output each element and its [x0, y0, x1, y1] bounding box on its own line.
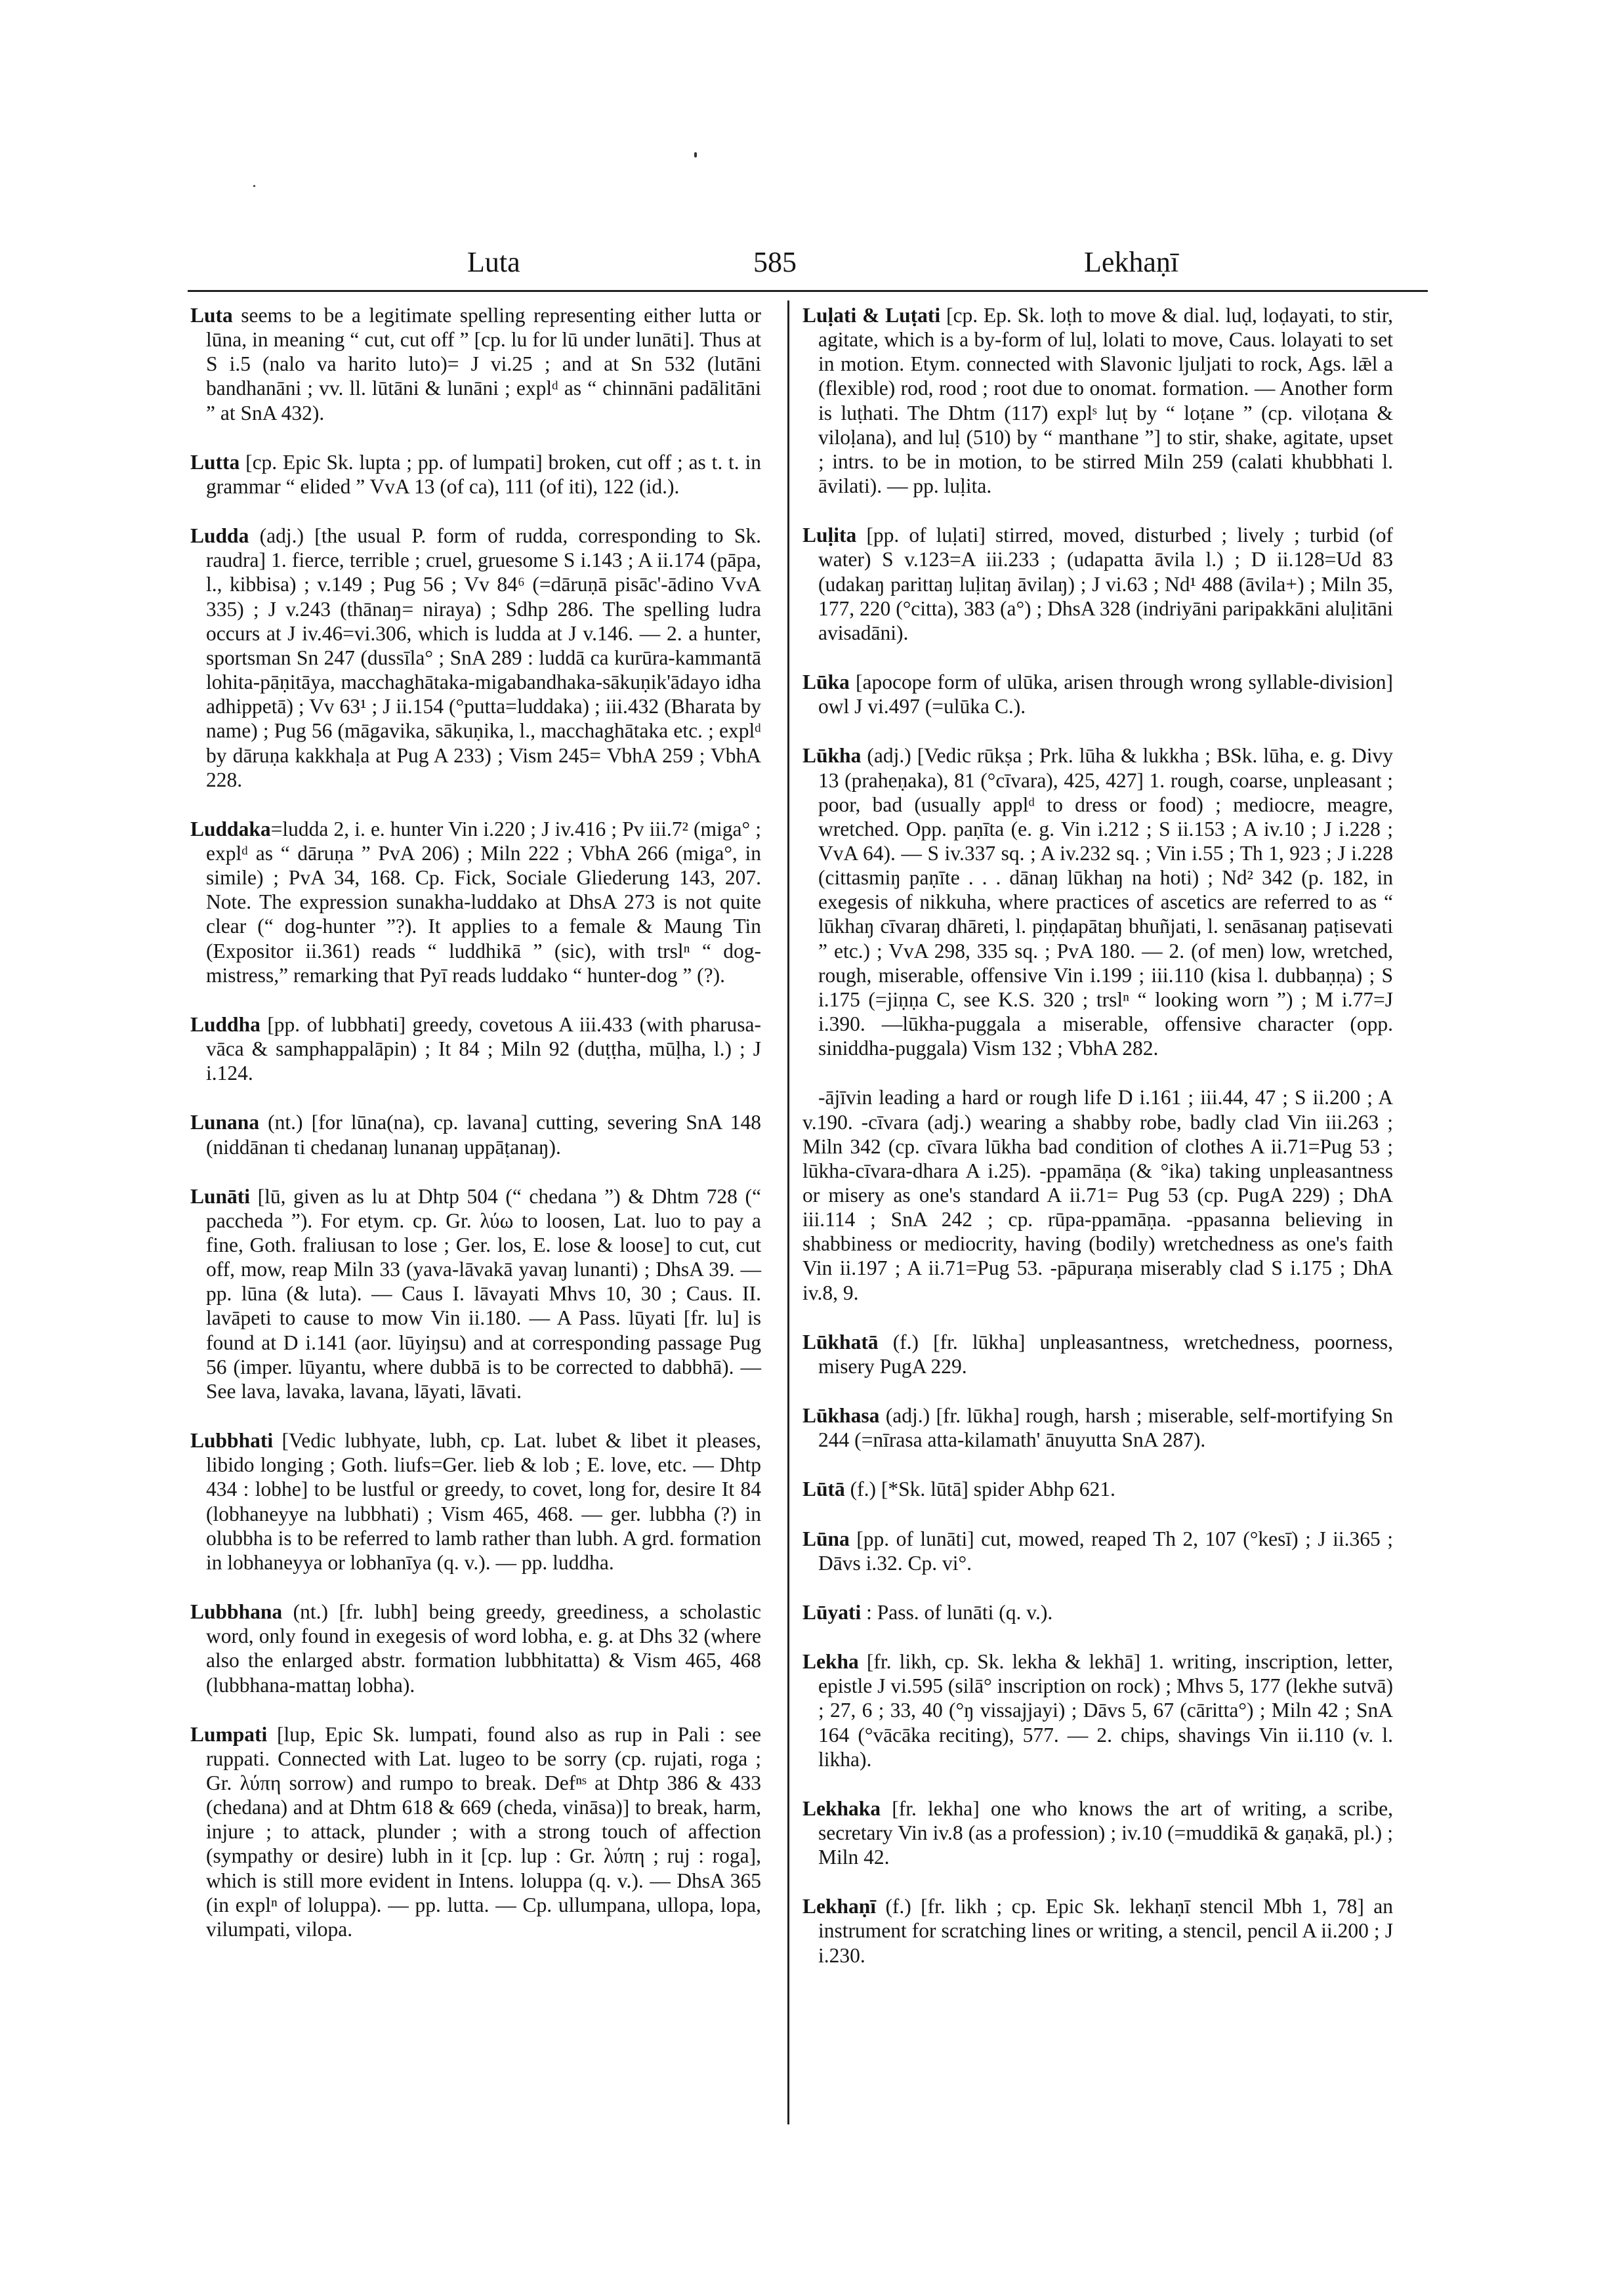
dictionary-entry: [802, 1649, 1393, 1771]
entry-headword: Lutta: [190, 450, 240, 474]
entry-text: seems to be a legitimate spelling representing either lutta or lūna, in meaning “ cut, cut off ” [cp. lu for lū under lunāti]. Thus at S i.5 (nalo va harito luto)= J vi.25 ; and at Sn 532 (lutāni bandhanāni ; vv. ll. lūtāni & lunāni ; explᵈ as “ chinnāni padālitāni ” at SnA 432).: [206, 304, 761, 424]
dictionary-entry: [190, 1722, 761, 1941]
dictionary-entry: [802, 1527, 1393, 1575]
entry-headword: Lūtā: [802, 1478, 845, 1501]
entry-text: (f.) [*Sk. lūtā] spider Abhp 621.: [844, 1478, 1115, 1501]
entry-text: (adj.) [fr. lūkha] rough, harsh ; miserable, self-mortifying Sn 244 (=nīrasa atta-kilamath' ānuyutta SnA 287).: [818, 1404, 1393, 1452]
entry-headword: Lekhaṇī: [802, 1895, 877, 1918]
dictionary-entry: [190, 1110, 761, 1159]
entry-headword: Lumpati: [190, 1722, 268, 1746]
entry-headword: Lunana: [190, 1111, 260, 1134]
entry-text: : Pass. of lunāti (q. v.).: [861, 1600, 1053, 1624]
scan-speck: [253, 185, 255, 187]
dictionary-entry: [190, 1012, 761, 1085]
left-column: [190, 303, 761, 1966]
entry-text: (f.) [fr. likh ; cp. Epic Sk. lekhaṇī stencil Mbh 1, 78] an instrument for scratching lines or writing, a stencil, pencil A ii.200 ; J i.230.: [818, 1895, 1393, 1967]
entry-text: [pp. of lubbhati] greedy, covetous A iii.433 (with pharusa-vāca & samphappalāpin) ; It 84 ; Miln 92 (duṭṭha, mūḷha, l.) ; J i.124.: [206, 1012, 761, 1085]
dictionary-entry: [190, 450, 761, 499]
running-head-right: Lekhaṇī: [1084, 246, 1179, 278]
entry-text: =ludda 2, i. e. hunter Vin i.220 ; J iv.416 ; Pv iii.7² (miga° ; explᵈ as “ dāruṇa ” PvA 206) ; Miln 222 ; VbhA 266 (miga°, in simile) ; PvA 34, 168. Cp. Fick, Sociale Gliederung 143, 207. Note. The expression sunakha-luddako at DhsA 273 is not quite clear (“ dog-hunter ”?). It applies to a female & Maung Tin (Expositor ii.361) reads “ luddhikā ” (sic), with trslⁿ “ dog-mistress,” remarking that Pyī reads luddako “ hunter-dog ” (?).: [206, 817, 761, 987]
entry-text: [apocope form of ulūka, arisen through wrong syllable-division] owl J vi.497 (=ulūka C.).: [818, 671, 1393, 718]
right-column: [802, 303, 1393, 1993]
entry-text: [fr. likh, cp. Sk. lekha & lekhā] 1. writing, inscription, letter, epistle J vi.595 (silā° inscription on rock) ; Mhvs 5, 177 (lekhe sutvā) ; 27, 6 ; 33, 40 (°ŋ vissajjayi) ; Dāvs 5, 67 (cāritta°) ; Miln 42 ; SnA 164 (°vācāka reciting), 577. — 2. chips, shavings Vin ii.110 (v. l. likha).: [818, 1650, 1393, 1771]
dictionary-entry: [802, 523, 1393, 645]
entry-headword: Lūkhasa: [802, 1404, 880, 1428]
dictionary-entry: [802, 1894, 1393, 1967]
entry-headword: Lunāti: [190, 1184, 251, 1208]
entry-text: (f.) [fr. lūkha] unpleasantness, wretchedness, poorness, misery PugA 229.: [818, 1330, 1393, 1378]
dictionary-entry: [190, 303, 761, 425]
entry-text: [cp. Ep. Sk. loṭh to move & dial. luḍ, loḍayati, to stir, agitate, which is a by-form of luḷ, lolati to move, Caus. lolayati to set in motion. Etym. connected with Slavonic ljuljati to rock, Ags. lǣl a (flexible) rod, rood ; root due to onomat. formation. — Another form is luṭhati. The Dhtm (117) explˢ luṭ by “ loṭane ” (cp. viloṭana & viloḷana), and luḷ (510) by “ manthane ”] to stir, shake, agitate, upset ; intrs. to be in motion, to be stirred Miln 259 (calati khubbhati l. āvilati). — pp. luḷita.: [818, 304, 1393, 498]
entry-headword: Lūyati: [802, 1600, 862, 1624]
entry-headword: Lūkha: [802, 744, 862, 768]
header-rule: [188, 290, 1428, 292]
dictionary-entry: [802, 1330, 1393, 1378]
entry-text: (adj.) [Vedic rūkṣa ; Prk. lūha & lukkha ; BSk. lūha, e. g. Divy 13 (praheṇaka), 81 (°cīvara), 425, 427] 1. rough, coarse, unpleasant ; poor, bad (usually applᵈ to dress or food) ; mediocre, meagre, wretched. Opp. paṇīta (e. g. Vin i.212 ; S ii.153 ; A iv.10 ; J i.228 ; VvA 64). — S iv.337 sq. ; A iv.232 sq. ; Vin i.55 ; Th 1, 923 ; J i.228 (cittasmiŋ paṇīte . . . dānaŋ lūkhaŋ na hoti) ; Nd² 342 (p. 182, in exegesis of nikkuha, where practices of ascetics are referred to as “ lūkhaŋ cīvaraŋ dhāreti, l. piṇḍapātaŋ bhuñjati, l. senāsanaŋ paṭisevati ” etc.) ; VvA 298, 335 sq. ; PvA 180. — 2. (of men) low, wretched, rough, miserable, offensive Vin i.199 ; iii.110 (kisa l. dubbaṇṇa) ; S i.175 (=jiṇṇa C, see K.S. 320 ; trslⁿ “ looking worn ”) ; M i.77=J i.390. —lūkha-puggala a miserable, offensive character (opp. siniddha-puggala) Vism 132 ; VbhA 282.: [818, 744, 1393, 1060]
entry-text: (nt.) [fr. lubh] being greedy, greediness, a scholastic word, only found in exegesis of word lobha, e. g. at Dhs 32 (where also the enlarged abstr. formation lubbhitatta) & Vism 465, 468 (lubbhana-mattaŋ lobha).: [206, 1600, 761, 1697]
entry-text: [pp. of lunāti] cut, mowed, reaped Th 2, 107 (°kesī) ; J ii.365 ; Dāvs i.32. Cp. vi°.: [818, 1527, 1393, 1575]
dictionary-entry: [802, 303, 1393, 498]
entry-headword: Lūka: [802, 671, 850, 694]
entry-headword: Luta: [190, 304, 233, 327]
dictionary-entry: [802, 1403, 1393, 1452]
entry-headword: Lekhaka: [802, 1796, 881, 1820]
dictionary-entry: [190, 817, 761, 987]
entry-text: [lū, given as lu at Dhtp 504 (“ chedana ”) & Dhtm 728 (“ paccheda ”). For etym. cp. Gr. λύω to loosen, Lat. luo to pay a fine, Goth. fraliusan to lose ; Ger. los, E. lose & loose] to cut, cut off, mow, reap Miln 33 (yava-lāvakā yavaŋ lunanti) ; DhsA 39. — pp. lūna (& luta). — Caus I. lāvayati Mhvs 10, 30 ; Caus. II. lavāpeti to cause to mow Vin ii.180. — A Pass. lūyati [fr. lu] is found at D i.141 (aor. lūyiŋsu) and at corresponding passage Pug 56 (imper. lūyantu, where dubbā is to be corrected to dabbhā). — See lava, lavaka, lavana, lāyati, lāvati.: [206, 1184, 761, 1403]
entry-headword: Ludda: [190, 524, 249, 548]
page-number: 585: [753, 246, 797, 278]
entry-headword: Luḷita: [802, 524, 857, 547]
entry-headword: Luddaka: [190, 817, 271, 840]
dictionary-entry: [802, 743, 1393, 1060]
entry-text: [cp. Epic Sk. lupta ; pp. of lumpati] broken, cut off ; as t. t. in grammar “ elided ” VvA 13 (of ca), 111 (of iti), 122 (id.).: [206, 450, 761, 498]
entry-text: [Vedic lubhyate, lubh, cp. Lat. lubet & libet it pleases, libido longing ; Goth. liufs=Ger. lieb & lob ; E. love, etc. — Dhtp 434 : lobhe] to be lustful or greedy, to covet, long for, desire It 84 (lobhaneyye na lubbhati) ; Vism 465, 468. — ger. lubbha (?) in olubbha is to be referred to lamb rather than lubh. A grd. formation in lobhaneyya or lobhanīya (q. v.). — pp. luddha.: [206, 1429, 761, 1574]
dictionary-entry: [802, 670, 1393, 718]
entry-headword: Lūna: [802, 1527, 850, 1550]
entry-headword: Lūkhatā: [802, 1330, 879, 1354]
column-divider: [787, 300, 789, 2124]
entry-text: [pp. of luḷati] stirred, moved, disturbed ; lively ; turbid (of water) S v.123=A iii.233 ; (udapatta āvila l.) ; D ii.128=Ud 83 (udakaŋ parittaŋ luḷitaŋ āvilaŋ) ; J vi.63 ; Nd¹ 488 (āvila+) ; Miln 35, 177, 220 (°citta), 383 (a°) ; DhsA 328 (indriyāni paripakkāni aluḷitāni avisadāni).: [818, 524, 1393, 644]
entry-text: (nt.) [for lūna(na), cp. lavana] cutting, severing SnA 148 (niddānan ti chedanaŋ lunanaŋ uppāṭanaŋ).: [206, 1111, 761, 1159]
entry-headword: Lekha: [802, 1650, 859, 1674]
entry-headword: Lubbhana: [190, 1600, 283, 1624]
entry-headword: Lubbhati: [190, 1429, 274, 1453]
entry-text: -ājīvin leading a hard or rough life D i.161 ; iii.44, 47 ; S ii.200 ; A v.190. -cīvara (adj.) wearing a shabby robe, badly clad Vin iii.263 ; Miln 342 (cp. cīvara lūkha bad condition of clothes A ii.71=Pug 53 ; lūkha-cīvara-dhara A i.25). -ppamāṇa (& °ika) taking unpleasantness or misery as one's standard A ii.71= Pug 53 (cp. PugA 229) ; DhA iii.114 ; SnA 242 ; cp. rūpa-ppamāṇa. -ppasanna believing in shabbiness or mediocrity, having (bodily) wretchedness as one's faith Vin ii.197 ; A ii.71=Pug 53. -pāpuraṇa miserably clad S i.175 ; DhA iv.8, 9.: [802, 1086, 1393, 1304]
dictionary-entry: [190, 524, 761, 792]
running-head-left: Luta: [467, 246, 520, 278]
dictionary-entry: [802, 1477, 1393, 1501]
dictionary-entry: [190, 1184, 761, 1403]
entry-text: (adj.) [the usual P. form of rudda, corresponding to Sk. raudra] 1. fierce, terrible ; cruel, gruesome S i.143 ; A ii.174 (pāpa, l., kibbisa) ; v.149 ; Pug 56 ; Vv 84⁶ (=dāruṇā pisāc'-ādino VvA 335) ; J v.243 (thānaŋ= niraya) ; Sdhp 286. The spelling ludra occurs at J iv.46=vi.306, which is ludda at J v.146. — 2. a hunter, sportsman Sn 247 (dussīla° ; SnA 289 : luddā ca kurūra-kammantā lohita-pāṇitāya, macchaghātaka-migabandhaka-sākuṇik'ādayo idha adhippetā) ; Vv 63¹ ; J ii.154 (°putta=luddaka) ; iii.432 (Bharata by name) ; Pug 56 (māgavika, sākuṇika, l., macchaghātaka etc. ; explᵈ by dāruṇa kakkhaḷa at Pug A 233) ; Vism 245= VbhA 259 ; VbhA 228.: [206, 524, 761, 791]
entry-headword: Luḷati & Luṭati: [802, 304, 941, 327]
scan-mark: [694, 152, 697, 157]
entry-text: [fr. lekha] one who knows the art of writing, a scribe, secretary Vin iv.8 (as a profession) ; iv.10 (=muddikā & gaṇakā, pl.) ; Miln 42.: [818, 1796, 1393, 1869]
dictionary-entry: [802, 1600, 1393, 1624]
dictionary-entry: [190, 1600, 761, 1697]
dictionary-entry: [190, 1428, 761, 1575]
dictionary-entry: [802, 1085, 1393, 1304]
dictionary-entry: [802, 1796, 1393, 1869]
entry-headword: Luddha: [190, 1012, 260, 1036]
entry-text: [lup, Epic Sk. lumpati, found also as rup in Pali : see ruppati. Connected with Lat. lugeo to be sorry (cp. rujati, roga ; Gr. λύπη sorrow) and rumpo to break. Defⁿˢ at Dhtp 386 & 433 (chedana) and at Dhtm 618 & 669 (cheda, vināsa)] to break, harm, injure ; to attack, plunder ; with a strong touch of affection (sympathy or desire) lubh in it [cp. lup : Gr. λύπη ; ruj : roga], which is still more evident in Intens. loluppa (q. v.). — DhsA 365 (in explⁿ of loluppa). — pp. lutta. — Cp. ullumpana, ullopa, lopa, vilumpati, vilopa.: [206, 1722, 761, 1941]
